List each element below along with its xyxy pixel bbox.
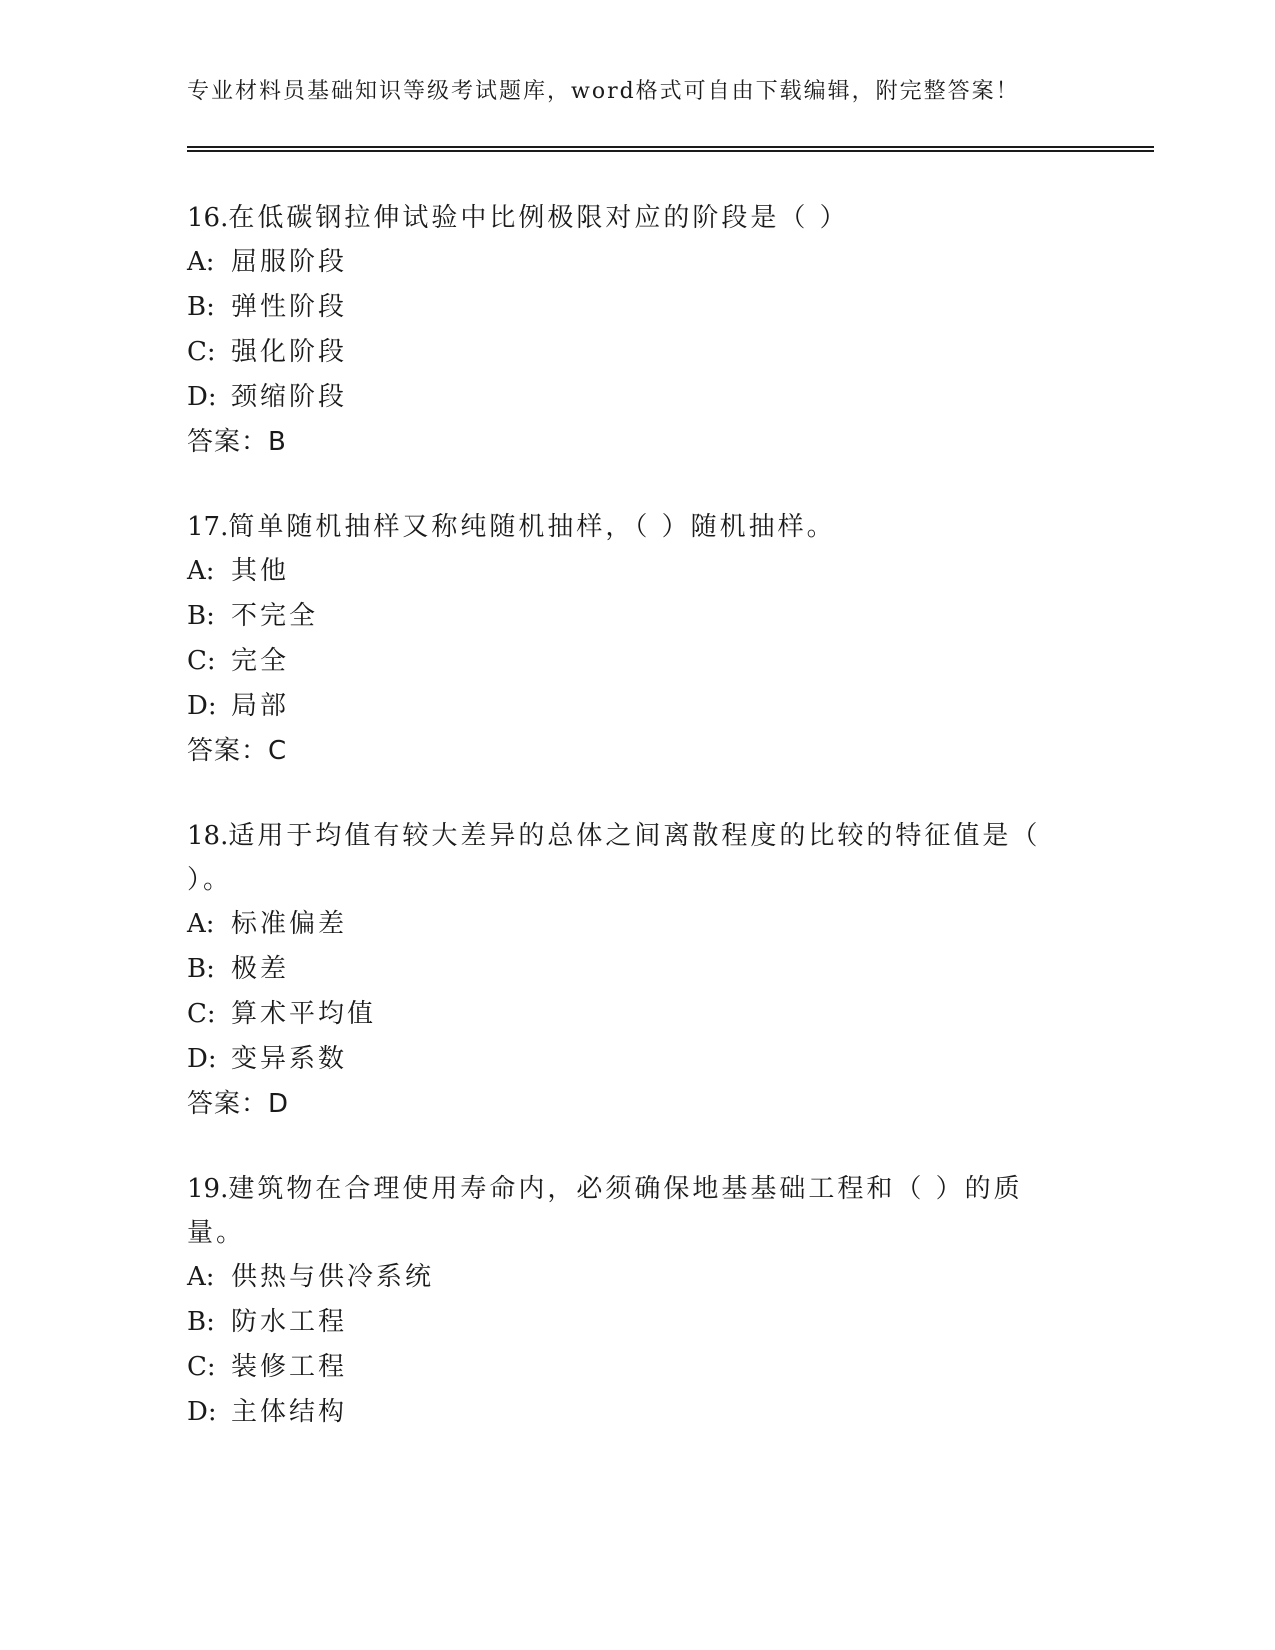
option-text: 颈缩阶段 (231, 382, 348, 412)
header-divider (187, 146, 1154, 152)
option-key: A: (187, 247, 215, 277)
answer-line: 答案：B (187, 427, 287, 457)
option-key: C: (187, 1352, 216, 1382)
question-16 (187, 196, 1067, 465)
option-text: 算术平均值 (231, 999, 377, 1029)
option-text: 弹性阶段 (231, 292, 348, 322)
question-19 (187, 1167, 1067, 1435)
question-18 (187, 814, 1067, 1127)
question-number: 18. (187, 821, 229, 851)
answer-line: 答案：C (187, 736, 288, 766)
question-text (187, 505, 1067, 549)
question-stem: 适用于均值有较大差异的总体之间离散程度的比较的特征值是（ ）。 (187, 821, 1041, 895)
question-list (187, 196, 1067, 1475)
option-text: 其他 (231, 556, 290, 586)
option-key: D: (187, 691, 217, 721)
option-d (187, 1037, 1067, 1082)
option-c (187, 330, 1067, 375)
option-d (187, 375, 1067, 420)
option-text: 供热与供冷系统 (231, 1262, 435, 1292)
option-text: 不完全 (231, 601, 319, 631)
option-text: 局部 (231, 691, 290, 721)
option-a (187, 240, 1067, 285)
question-text (187, 814, 1067, 902)
option-key: D: (187, 1044, 217, 1074)
option-text: 屈服阶段 (231, 247, 348, 277)
question-number: 17. (187, 512, 229, 542)
option-text: 变异系数 (231, 1044, 348, 1074)
option-c (187, 1345, 1067, 1390)
option-text: 强化阶段 (231, 337, 348, 367)
option-text: 极差 (231, 954, 290, 984)
option-d (187, 684, 1067, 729)
option-text: 完全 (231, 646, 290, 676)
option-text: 防水工程 (231, 1307, 348, 1337)
question-number: 19. (187, 1174, 229, 1204)
option-d (187, 1390, 1067, 1435)
question-stem: 建筑物在合理使用寿命内，必须确保地基基础工程和（ ）的质量。 (187, 1174, 1023, 1248)
option-a (187, 1255, 1067, 1300)
option-key: B: (187, 601, 215, 631)
question-text (187, 1167, 1067, 1255)
option-key: B: (187, 954, 215, 984)
option-key: C: (187, 646, 216, 676)
option-key: A: (187, 556, 215, 586)
question-stem: 简单随机抽样又称纯随机抽样，（ ）随机抽样。 (228, 512, 836, 542)
option-text: 标准偏差 (231, 909, 348, 939)
option-a (187, 902, 1067, 947)
option-b (187, 947, 1067, 992)
option-b (187, 285, 1067, 330)
option-b (187, 1300, 1067, 1345)
option-key: B: (187, 1307, 215, 1337)
option-a (187, 549, 1067, 594)
option-key: C: (187, 999, 216, 1029)
option-key: C: (187, 337, 216, 367)
question-17 (187, 505, 1067, 774)
option-c (187, 639, 1067, 684)
option-b (187, 594, 1067, 639)
option-text: 装修工程 (231, 1352, 348, 1382)
question-stem: 在低碳钢拉伸试验中比例极限对应的阶段是（ ） (228, 203, 849, 233)
option-key: D: (187, 1397, 217, 1427)
option-c (187, 992, 1067, 1037)
page-header: 专业材料员基础知识等级考试题库，word格式可自由下载编辑，附完整答案！ (187, 79, 1020, 104)
option-key: A: (187, 1262, 215, 1292)
option-text: 主体结构 (231, 1397, 348, 1427)
question-text (187, 196, 1067, 240)
option-key: A: (187, 909, 215, 939)
option-key: D: (187, 382, 217, 412)
answer-line: 答案：D (187, 1089, 290, 1119)
option-key: B: (187, 292, 215, 322)
question-number: 16. (187, 203, 229, 233)
